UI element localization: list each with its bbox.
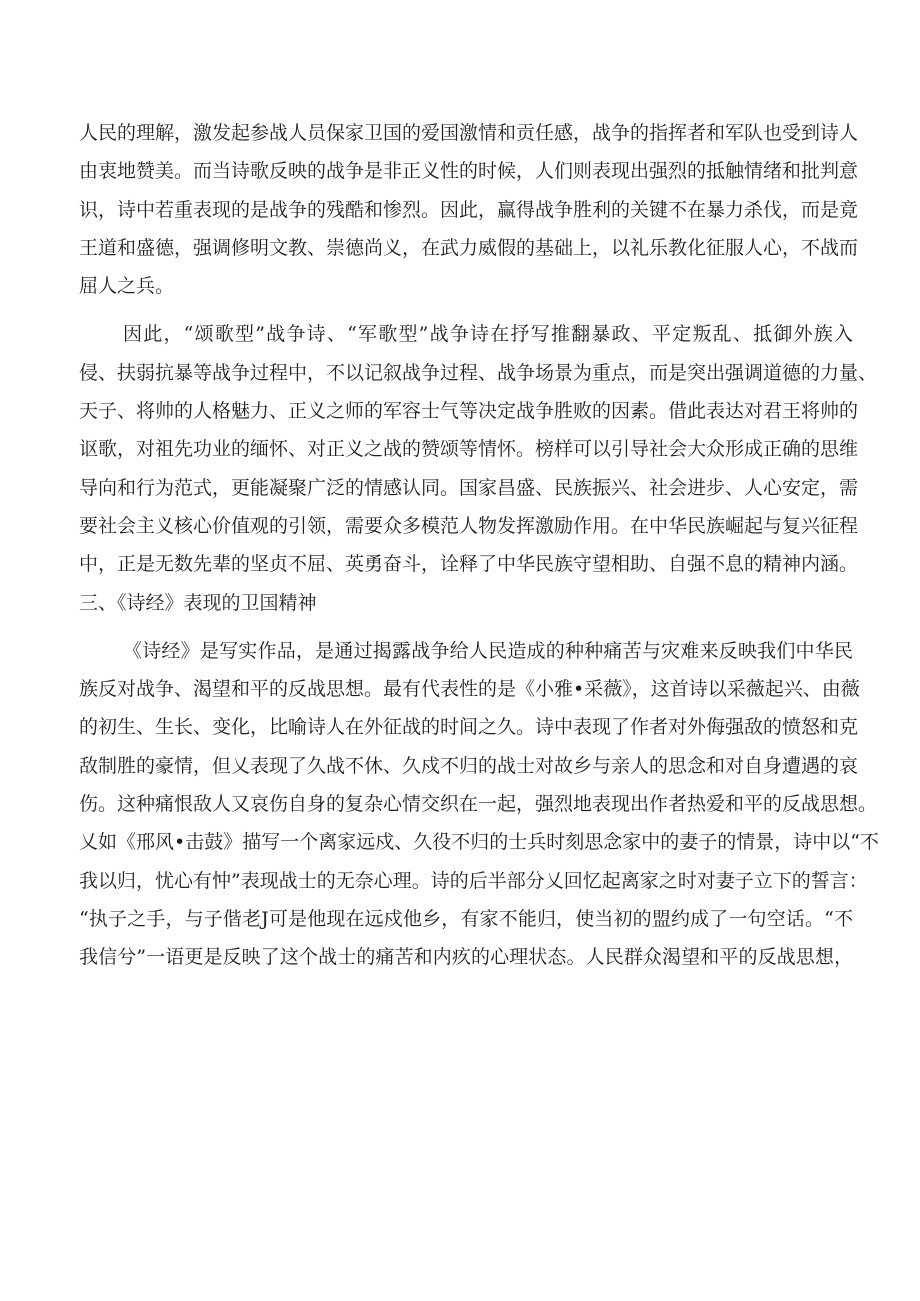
text-line: 乂如《邢风•击鼓》描写一个离家远戍、久役不归的士兵时刻思念家中的妻子的情景，诗中以“不	[79, 831, 879, 854]
text-line: “执子之手，与子偕老J可是他现在远戍他乡，有家不能归，使当初的盟约成了一句空话。“不	[79, 907, 853, 930]
text-line: 中，正是无数先辈的坚贞不屈、英勇奋斗，诠释了中华民族守望相助、自强不息的精神内涵。	[79, 553, 859, 576]
body-text	[79, 114, 879, 977]
text-line: 《诗经》是写实作品，是通过揭露战争给人民造成的种种痛苦与灾难来反映我们中华民	[123, 639, 853, 662]
paragraph-2	[79, 315, 878, 583]
text-line: 族反对战争、渴望和平的反战思想。最有代表性的是《小雅•采薇》，这首诗以采薇起兴、由薇	[79, 678, 860, 701]
text-line: 敌制胜的豪情，但乂表现了久战不休、久戍不归的战士对故乡与亲人的思念和对自身遭遇的哀	[79, 754, 859, 777]
text-line: 王道和盛德，强调修明文教、崇德尚义，在武力威假的基础上，以礼乐教化征服人心，不战而	[79, 236, 859, 259]
text-line: 伤。这种痛恨敌人又哀伤自身的复杂心情交织在一起，强烈地表现出作者热爱和平的反战思想。	[79, 793, 878, 816]
paragraph-1	[79, 114, 859, 305]
paragraph-gap	[79, 305, 853, 315]
text-line: 由衷地赞美。而当诗歌反映的战争是非正义性的时候，人们则表现出强烈的抵触情绪和批判意	[79, 160, 859, 183]
text-line: 我信兮”一语更是反映了这个战士的痛苦和内疚的心理状态。人民群众渴望和平的反战思想，	[79, 946, 853, 969]
text-line: 我以归，忧心有忡”表现战士的无奈心理。诗的后半部分乂回忆起离家之时对妻子立下的誓言：	[79, 869, 868, 892]
paragraph-gap	[79, 622, 853, 632]
text-line: 天子、将帅的人格魅力、正义之师的军容士气等决定战争胜败的因素。借此表达对君王将帅的	[79, 400, 859, 423]
text-line: 屈人之兵。	[79, 275, 175, 298]
text-line: 人民的理解，激发起参战人员保家卫国的爱国激情和贡任感，战争的指挥者和军队也受到诗人	[79, 122, 859, 144]
text-line: 因此，“颂歌型”战争诗、“军歌型”战争诗在抒写推翻暴政、平定叛乱、抵御外族入	[123, 323, 853, 346]
text-line: 侵、扶弱抗暴等战争过程中，不以记叙战争过程、战争场景为重点，而是突出强调道德的力量、	[79, 361, 878, 384]
text-line: 识，诗中若重表现的是战争的残酷和惨烈。因此，赢得战争胜利的关键不在暴力杀伐，而是竟	[79, 198, 859, 221]
text-line: 导向和行为范式，更能凝聚广泛的情感认同。国家昌盛、民族振兴、社会进步、人心安定，需	[79, 476, 859, 499]
paragraph-3	[79, 632, 879, 977]
text-line: 要社会主义核心价值观的引领，需要众多模范人物发挥激励作用。在中华民族崛起与复兴征程	[79, 514, 859, 537]
text-line: 讴歌，对祖先功业的缅怀、对正义之战的赞颂等情怀。榜样可以引导社会大众形成正确的思维	[79, 438, 859, 461]
section-heading: 三、《诗经》表现的卫国精神	[79, 591, 317, 614]
text-line: 的初生、生长、变化，比喻诗人在外征战的时间之久。诗中表现了作者对外侮强敌的愤怒和克	[79, 716, 859, 739]
